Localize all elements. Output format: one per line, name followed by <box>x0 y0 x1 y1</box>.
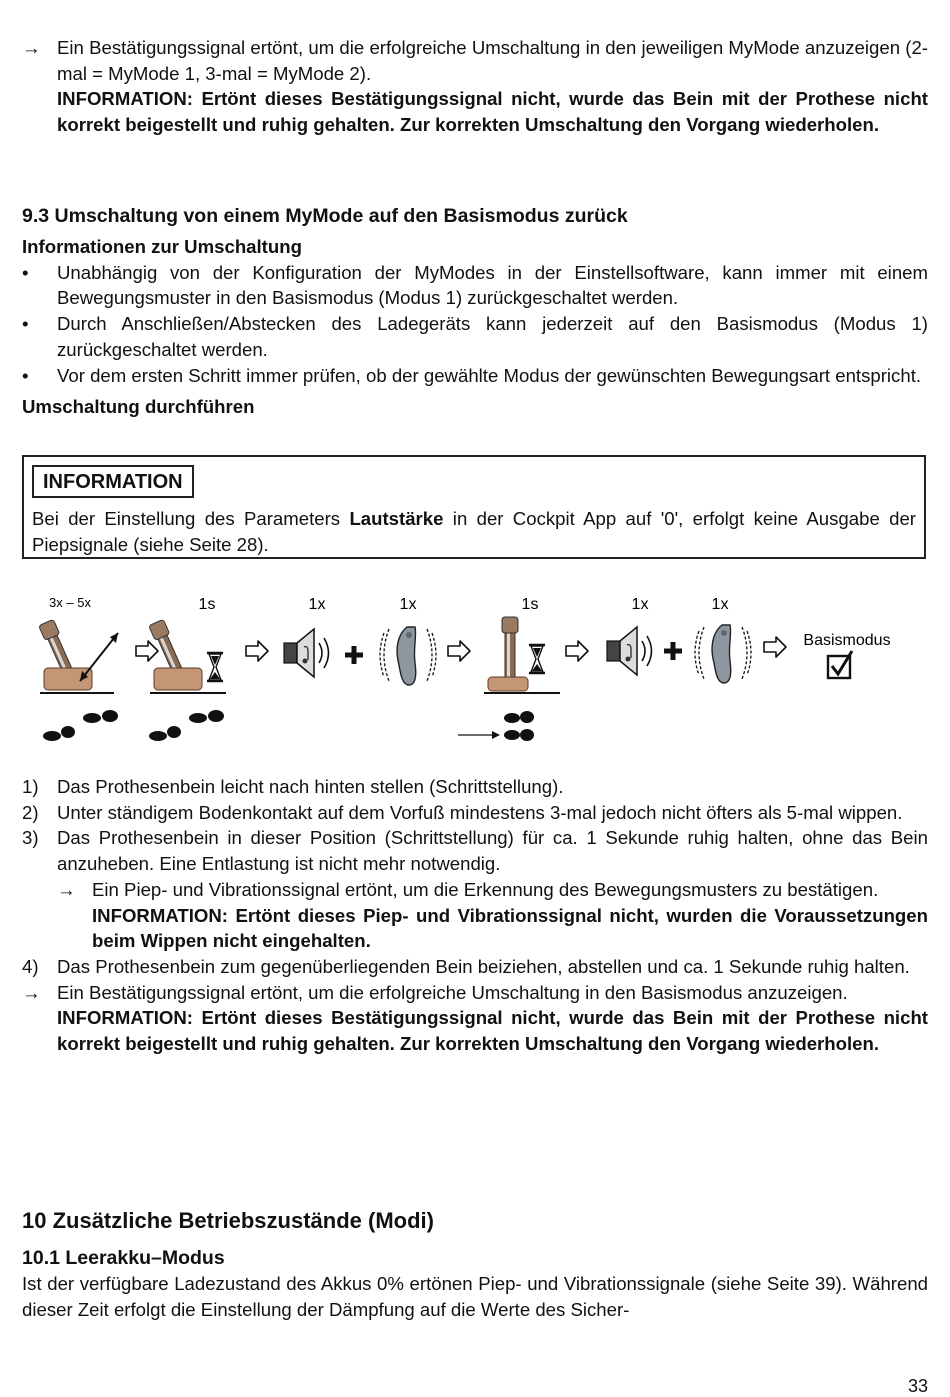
chapter-heading: 10 Zusätzliche Betriebszustände (Modi) <box>22 1208 434 1233</box>
figure-label: 1x <box>711 596 729 613</box>
bullet-text: Durch Anschließen/Abstecken des Ladegeräts kann jederzeit auf den Basismodus (Modus 1) zurückgeschaltet werden. <box>57 313 928 360</box>
prosthesis-upright-icon <box>484 617 560 693</box>
information-box <box>22 455 926 559</box>
info-text-part: Bei der Einstellung des Parameters <box>32 508 350 529</box>
bullet-icon: • <box>22 313 29 335</box>
result-item <box>22 35 928 138</box>
vibration-icon <box>380 627 436 685</box>
bullet-icon: • <box>22 261 29 283</box>
figure-label: 1s <box>198 596 216 613</box>
procedure-figure <box>22 585 928 760</box>
step-text: Das Prothesenbein zum gegenüberliegenden Bein beiziehen, abstellen und ca. 1 Sekunde ruhig halten. <box>57 955 910 977</box>
bullet-text: Unabhängig von der Konfiguration der MyModes in der Einstellsoftware, kann immer mit einem Bewegungsmuster in den Basismodus (Modus 1) zurückgeschaltet werden. <box>57 261 928 309</box>
arrow-right-icon: → <box>57 878 76 900</box>
information-note: INFORMATION: Ertönt dieses Bestätigungssignal nicht, wurde das Bein mit der Prothese nicht korrekt beigestellt und ruhig gehalten. Zur korrekten Umschaltung den Vorgang wiederholen. <box>57 88 928 136</box>
info-text-part: in der Cockpit App auf '0', erfolgt keine Ausgabe der Piepsignale (siehe Seite 28). <box>32 508 916 555</box>
information-note: INFORMATION: Ertönt dieses Piep- und Vibrationssignal nicht, wurden die Voraussetzungen beim Wippen nicht eingehalten. <box>92 904 928 952</box>
footprints-icon <box>43 710 118 741</box>
vibration-icon <box>695 625 751 683</box>
figure-label: 1x <box>399 596 417 613</box>
bullet-item <box>22 260 928 311</box>
step-item <box>22 825 928 954</box>
prosthesis-rocking-icon <box>39 619 118 693</box>
result-text: Ein Bestätigungssignal ertönt, um die erfolgreiche Umschaltung in den jeweiligen MyMode anzuzeigen (2-mal = MyMode 1, 3-mal = MyMode 2). <box>57 37 928 84</box>
top-result-block <box>22 35 928 138</box>
footprints-icon <box>458 711 534 741</box>
figure-label: 1x <box>631 596 649 613</box>
bullet-icon: • <box>22 364 29 386</box>
step-text: Unter ständigem Bodenkontakt auf dem Vorfuß mindestens 3-mal jedoch nicht öfters als 5-mal wippen. <box>57 801 903 823</box>
information-label: INFORMATION <box>32 465 194 498</box>
step-number: 2) <box>22 801 39 823</box>
final-result-text: Ein Bestätigungssignal ertönt, um die erfolgreiche Umschaltung in den Basismodus anzuzeigen. <box>57 981 848 1003</box>
arrow-right-icon: → <box>22 37 41 58</box>
step-item <box>22 774 928 800</box>
step-result <box>57 877 928 954</box>
final-result <box>22 980 928 1057</box>
section-text: Ist der verfügbare Ladezustand des Akkus 0% ertönen Piep- und Vibrationssignale (siehe Seite 39). Während dieser Zeit erfolgt die Einstellung der Dämpfung auf die Werte des Sicher- <box>22 1273 928 1320</box>
page-number: 33 <box>907 1376 928 1396</box>
checked-box-icon <box>828 651 852 678</box>
procedure-steps <box>22 774 928 1057</box>
info-text-bold: Lautstärke <box>349 508 444 529</box>
basismodus-label: Basismodus <box>803 632 891 649</box>
hourglass-icon <box>207 653 223 681</box>
step-item <box>22 800 928 826</box>
arrow-right-icon <box>246 641 268 661</box>
section-9-3 <box>22 202 928 420</box>
arrow-right-icon: → <box>22 981 41 1003</box>
step-text: Das Prothesenbein leicht nach hinten stellen (Schrittstellung). <box>57 776 564 797</box>
information-note: INFORMATION: Ertönt dieses Bestätigungssignal nicht, wurde das Bein mit der Prothese nicht korrekt beigestellt und ruhig gehalten. Zur korrekten Umschaltung den Vorgang wiederholen. <box>57 1007 928 1055</box>
section-10 <box>22 1205 928 1322</box>
arrow-right-icon <box>448 641 470 661</box>
arrow-right-icon <box>764 637 786 657</box>
information-text <box>32 506 916 557</box>
figure-label: 1x <box>308 596 326 613</box>
step-text: Das Prothesenbein in dieser Position (Schrittstellung) für ca. 1 Sekunde ruhig halten, ohne das Bein anzuheben. Eine Entlastung ist nicht mehr notwendig. <box>57 827 928 875</box>
step-item <box>22 954 928 980</box>
plus-icon <box>345 646 363 664</box>
step-result-text: Ein Piep- und Vibrationssignal ertönt, um die Erkennung des Bewegungsmusters zu bestätigen. <box>92 878 879 900</box>
section-heading: 9.3 Umschaltung von einem MyMode auf den Basismodus zurück <box>22 205 628 227</box>
arrow-right-icon <box>136 641 158 661</box>
step-number: 4) <box>22 955 39 977</box>
speaker-icon <box>284 629 329 677</box>
figure-label: 3x – 5x <box>49 595 91 610</box>
step-number: 1) <box>22 776 39 797</box>
arrow-right-icon <box>566 641 588 661</box>
speaker-icon <box>607 627 652 675</box>
bullet-text: Vor dem ersten Schritt immer prüfen, ob der gewählte Modus der gewünschten Bewegungsart entspricht. <box>57 364 922 386</box>
subheading-procedure: Umschaltung durchführen <box>22 396 255 418</box>
hourglass-icon <box>529 645 545 673</box>
plus-icon <box>664 642 682 660</box>
section-heading: 10.1 Leerakku–Modus <box>22 1247 225 1269</box>
step-number: 3) <box>22 827 39 849</box>
figure-label: 1s <box>521 596 539 613</box>
bullet-item <box>22 311 928 362</box>
footprints-icon <box>149 710 224 741</box>
subheading-info: Informationen zur Umschaltung <box>22 236 302 257</box>
bullet-item <box>22 363 928 389</box>
